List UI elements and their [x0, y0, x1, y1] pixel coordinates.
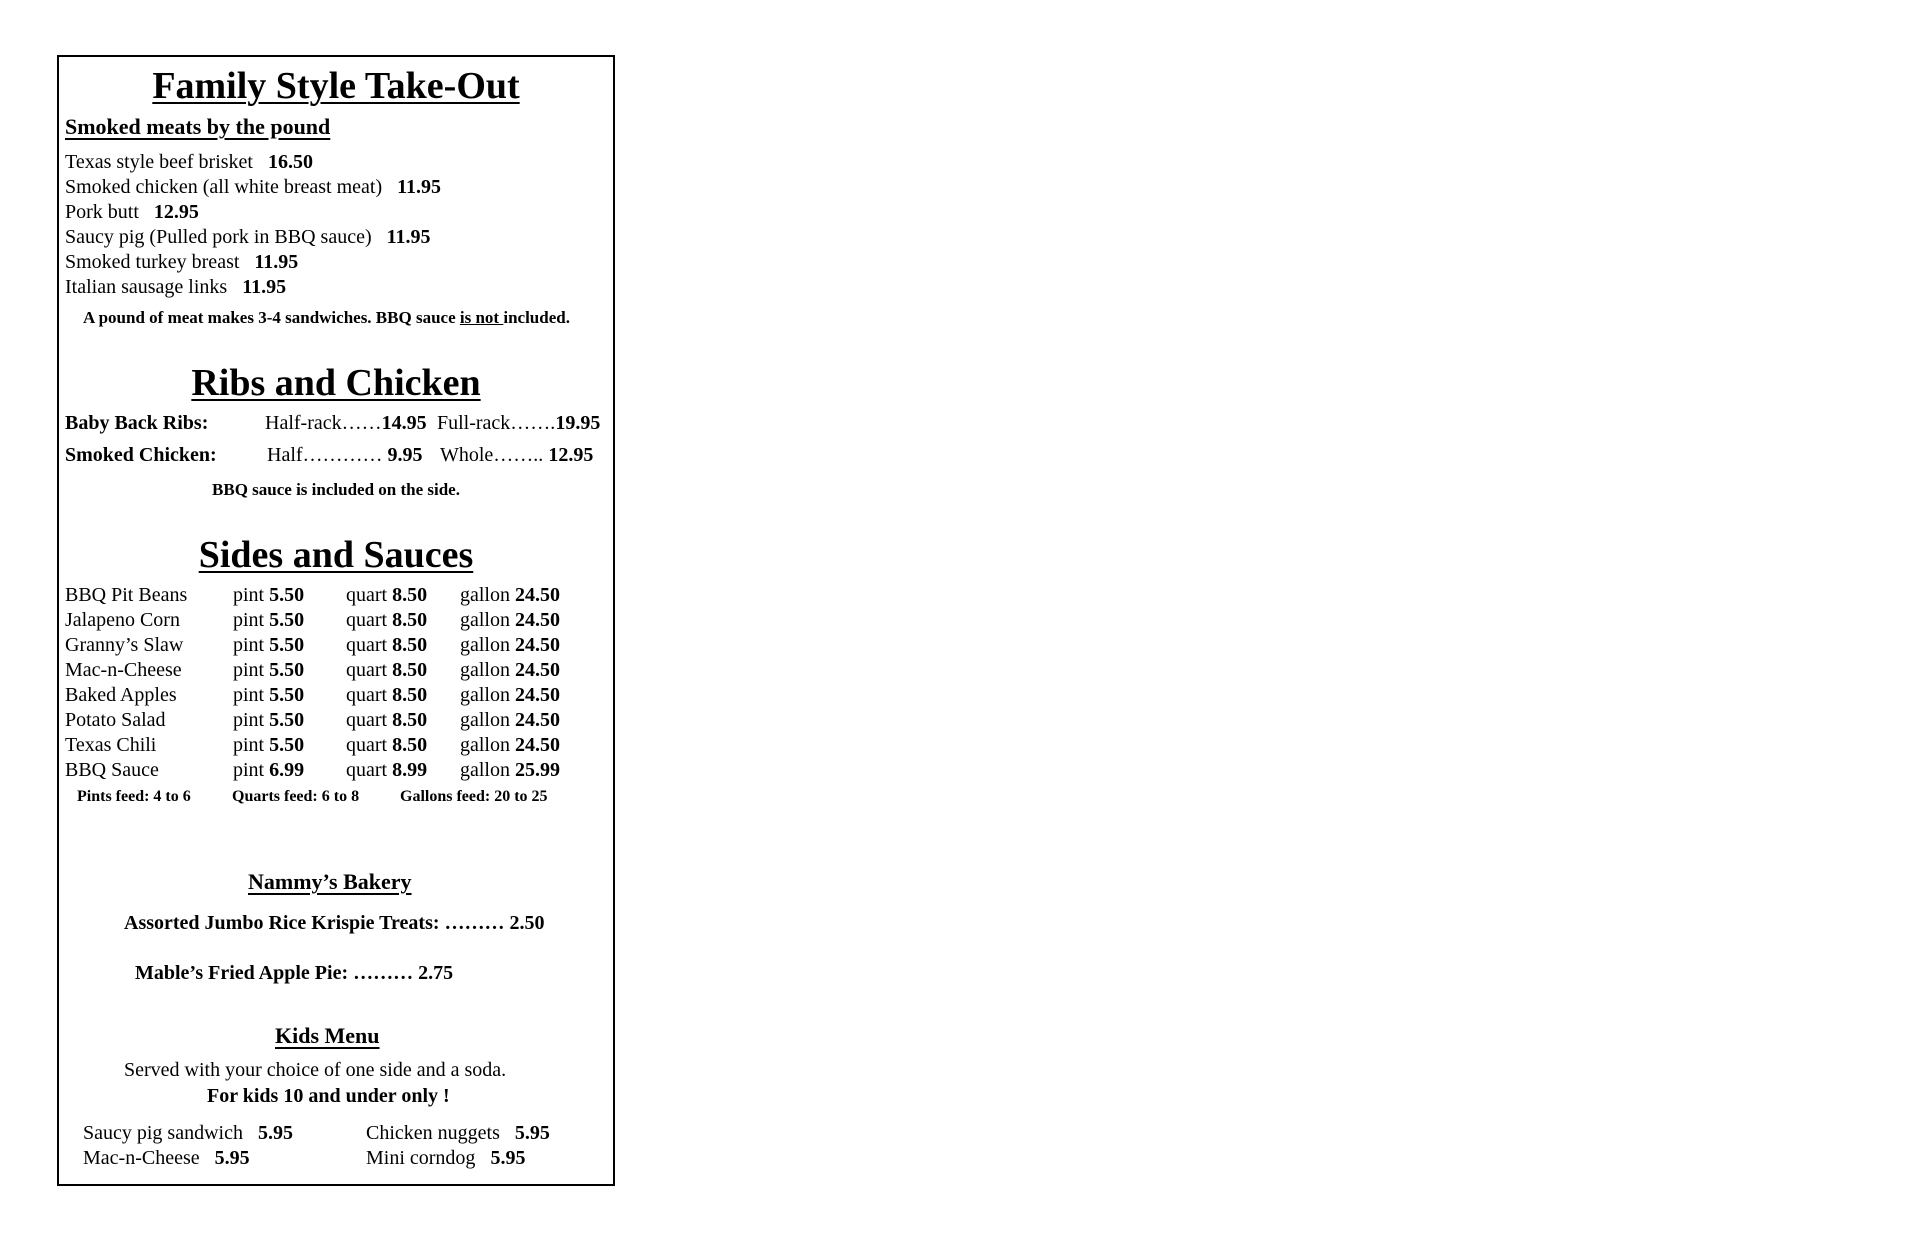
ribs-label: Baby Back Ribs:: [65, 412, 209, 434]
side-quart-price: quart 8.50: [346, 609, 428, 631]
kids-item: Chicken nuggets 5.95: [366, 1122, 550, 1144]
side-gallon-price: gallon 24.50: [460, 709, 560, 731]
kids-line2: For kids 10 and under only !: [207, 1085, 450, 1107]
kids-heading: Kids Menu: [275, 1023, 380, 1048]
side-pint-price: pint 6.99: [233, 759, 305, 781]
kids-item: Mini corndog 5.95: [366, 1147, 526, 1169]
side-pint-price: pint 5.50: [233, 634, 305, 656]
kids-line1: Served with your choice of one side and a soda.: [124, 1059, 507, 1081]
ribs-full-option: Full-rack…….19.95: [437, 412, 601, 434]
ribs-note: BBQ sauce is included on the side.: [212, 480, 460, 499]
side-item-name: Baked Apples: [65, 684, 177, 706]
feed-quarts: Quarts feed: 6 to 8: [232, 788, 360, 805]
side-quart-price: quart 8.50: [346, 684, 428, 706]
ribs-half-option: Half-rack……14.95: [265, 412, 427, 434]
menu-item: Smoked chicken (all white breast meat) 11.95: [65, 176, 442, 198]
side-gallon-price: gallon 24.50: [460, 659, 560, 681]
side-item-name: Jalapeno Corn: [65, 609, 180, 631]
side-quart-price: quart 8.99: [346, 759, 428, 781]
menu-item: Italian sausage links 11.95: [65, 276, 287, 298]
chicken-whole-option: Whole…….. 12.95: [440, 444, 594, 466]
side-item-name: BBQ Sauce: [65, 759, 159, 781]
side-pint-price: pint 5.50: [233, 709, 305, 731]
side-pint-price: pint 5.50: [233, 584, 305, 606]
meat-note: A pound of meat makes 3-4 sandwiches. BBQ sauce is not included.: [83, 308, 570, 327]
side-pint-price: pint 5.50: [233, 684, 305, 706]
side-quart-price: quart 8.50: [346, 584, 428, 606]
side-item-name: Mac-n-Cheese: [65, 659, 182, 681]
side-gallon-price: gallon 24.50: [460, 609, 560, 631]
side-gallon-price: gallon 25.99: [460, 759, 560, 781]
menu-item: Smoked turkey breast 11.95: [65, 251, 299, 273]
side-gallon-price: gallon 24.50: [460, 584, 560, 606]
menu-item: Pork butt 12.95: [65, 201, 199, 223]
side-gallon-price: gallon 24.50: [460, 684, 560, 706]
side-gallon-price: gallon 24.50: [460, 734, 560, 756]
menu-page: [57, 55, 615, 1186]
ribs-chicken-heading: Ribs and Chicken: [191, 362, 481, 404]
side-quart-price: quart 8.50: [346, 659, 428, 681]
bakery-heading: Nammy’s Bakery: [248, 869, 412, 894]
side-gallon-price: gallon 24.50: [460, 634, 560, 656]
menu-item: Texas style beef brisket 16.50: [65, 151, 313, 173]
side-pint-price: pint 5.50: [233, 734, 305, 756]
side-pint-price: pint 5.50: [233, 609, 305, 631]
side-item-name: Potato Salad: [65, 709, 166, 731]
smoked-meats-heading: Smoked meats by the pound: [65, 114, 331, 139]
kids-item: Saucy pig sandwich 5.95: [83, 1122, 293, 1144]
bakery-item: Mable’s Fried Apple Pie: ……… 2.75: [135, 962, 454, 984]
side-item-name: BBQ Pit Beans: [65, 584, 188, 606]
side-item-name: Texas Chili: [65, 734, 157, 756]
menu-item: Saucy pig (Pulled pork in BBQ sauce) 11.95: [65, 226, 431, 248]
feed-gallons: Gallons feed: 20 to 25: [400, 788, 548, 805]
side-item-name: Granny’s Slaw: [65, 634, 184, 656]
page-title: Family Style Take-Out: [152, 65, 520, 107]
bakery-item: Assorted Jumbo Rice Krispie Treats: ……… 2.50: [124, 912, 545, 934]
side-pint-price: pint 5.50: [233, 659, 305, 681]
kids-item: Mac-n-Cheese 5.95: [83, 1147, 250, 1169]
side-quart-price: quart 8.50: [346, 634, 428, 656]
feed-pints: Pints feed: 4 to 6: [77, 788, 191, 805]
side-quart-price: quart 8.50: [346, 709, 428, 731]
side-quart-price: quart 8.50: [346, 734, 428, 756]
chicken-label: Smoked Chicken:: [65, 444, 217, 466]
sides-heading: Sides and Sauces: [198, 534, 474, 576]
chicken-half-option: Half………… 9.95: [267, 444, 423, 466]
